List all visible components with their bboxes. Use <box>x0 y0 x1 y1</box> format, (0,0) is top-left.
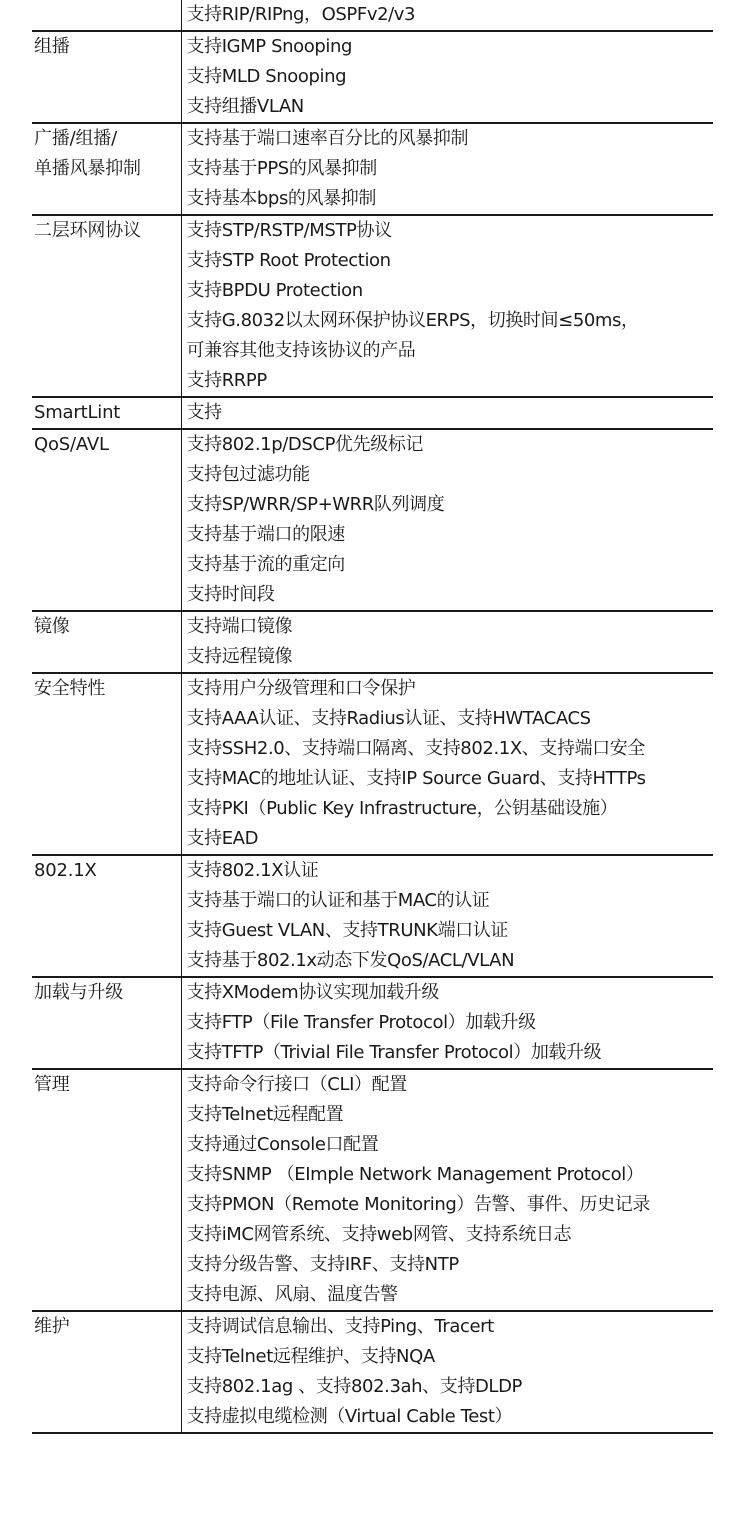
page-bottom-whitespace <box>0 1412 750 1526</box>
feature-detail-line: 支持IGMP Snooping <box>186 36 352 57</box>
feature-name-cell <box>32 123 181 215</box>
feature-detail-line: 支持Telnet远程维护、支持NQA <box>186 1346 435 1367</box>
feature-detail-line: 支持端口镜像 <box>186 616 293 637</box>
feature-detail-line: 支持MAC的地址认证、支持IP Source Guard、支持HTTPs <box>186 768 646 789</box>
feature-detail-line: 支持基于端口的认证和基于MAC的认证 <box>186 890 490 911</box>
feature-name: 维护 <box>34 1316 70 1337</box>
spec-row <box>32 0 713 31</box>
spec-row <box>32 397 713 429</box>
spec-row <box>32 1069 713 1311</box>
feature-detail-line: 支持MLD Snooping <box>186 66 347 87</box>
feature-name-cell <box>32 855 181 977</box>
feature-detail-line: 支持基于802.1x动态下发QoS/ACL/VLAN <box>186 950 515 971</box>
feature-name: SmartLint <box>34 402 121 423</box>
feature-name-cell <box>32 215 181 397</box>
feature-detail-line: 支持用户分级管理和口令保护 <box>186 678 416 699</box>
spec-row <box>32 31 713 123</box>
feature-detail-line: 支持时间段 <box>186 584 275 605</box>
feature-name: 管理 <box>34 1074 70 1095</box>
feature-detail-line: 支持电源、风扇、温度告警 <box>186 1284 398 1305</box>
feature-detail-line: 可兼容其他支持该协议的产品 <box>186 340 416 361</box>
feature-detail-line: 支持AAA认证、支持Radius认证、支持HWTACACS <box>186 708 591 729</box>
feature-detail-line: 支持 <box>186 402 222 423</box>
feature-detail-line: 支持SSH2.0、支持端口隔离、支持802.1X、支持端口安全 <box>186 738 645 759</box>
spec-table <box>32 0 713 1434</box>
feature-detail-line: 支持基于PPS的风暴抑制 <box>186 158 377 179</box>
feature-name-cell <box>32 977 181 1069</box>
feature-name: 广播/组播/ <box>34 128 117 149</box>
feature-detail-line: 支持PKI（Public Key Infrastructure，公钥基础设施） <box>186 798 618 819</box>
feature-name-cell <box>32 31 181 123</box>
feature-detail-line: 支持Telnet远程配置 <box>186 1104 344 1125</box>
feature-details-cell <box>181 977 713 1069</box>
feature-detail-line: 支持分级告警、支持IRF、支持NTP <box>186 1254 459 1275</box>
spec-row <box>32 215 713 397</box>
feature-details-cell <box>181 215 713 397</box>
feature-detail-line: 支持通过Console口配置 <box>186 1134 379 1155</box>
feature-details-cell <box>181 855 713 977</box>
feature-name-cell <box>32 429 181 611</box>
feature-name: 安全特性 <box>34 678 106 699</box>
feature-detail-line: 支持SP/WRR/SP+WRR队列调度 <box>186 494 445 515</box>
feature-detail-line: 支持虚拟电缆检测（Virtual Cable Test） <box>186 1406 513 1427</box>
feature-details-cell <box>181 0 713 31</box>
feature-detail-line: 支持802.1p/DSCP优先级标记 <box>186 434 424 455</box>
feature-detail-line: 支持STP/RSTP/MSTP协议 <box>186 220 392 241</box>
feature-details-cell <box>181 429 713 611</box>
feature-detail-line: 支持基本bps的风暴抑制 <box>186 188 376 209</box>
feature-detail-line: 支持Guest VLAN、支持TRUNK端口认证 <box>186 920 508 941</box>
feature-detail-line: 支持BPDU Protection <box>186 280 363 301</box>
feature-detail-line: 支持命令行接口（CLI）配置 <box>186 1074 407 1095</box>
feature-name: 二层环网协议 <box>34 220 141 241</box>
feature-details-cell <box>181 673 713 855</box>
feature-detail-line: 支持基于端口速率百分比的风暴抑制 <box>186 128 469 149</box>
spec-row <box>32 611 713 673</box>
feature-detail-line: 支持XModem协议实现加载升级 <box>186 982 440 1003</box>
feature-details-cell <box>181 1069 713 1311</box>
feature-detail-line: 支持TFTP（Trivial File Transfer Protocol）加载升级 <box>186 1042 602 1063</box>
feature-details-cell <box>181 611 713 673</box>
spec-row <box>32 977 713 1069</box>
feature-detail-line: 支持G.8032以太网环保护协议ERPS，切换时间≤50ms， <box>186 310 639 331</box>
feature-details-cell <box>181 123 713 215</box>
feature-detail-line: 支持RRPP <box>186 370 267 391</box>
feature-details-cell <box>181 397 713 429</box>
feature-detail-line: 支持远程镜像 <box>186 646 293 667</box>
feature-detail-line: 支持FTP（File Transfer Protocol）加载升级 <box>186 1012 536 1033</box>
feature-name: 加载与升级 <box>34 982 123 1003</box>
feature-detail-line: 支持组播VLAN <box>186 96 304 117</box>
feature-detail-line: 支持802.1X认证 <box>186 860 319 881</box>
spec-row <box>32 855 713 977</box>
feature-detail-line: 支持PMON（Remote Monitoring）告警、事件、历史记录 <box>186 1194 650 1215</box>
feature-name-cell <box>32 397 181 429</box>
feature-detail-line: 支持iMC网管系统、支持web网管、支持系统日志 <box>186 1224 572 1245</box>
feature-name: 镜像 <box>34 616 70 637</box>
feature-name-cell <box>32 0 181 31</box>
feature-name: 802.1X <box>34 860 97 881</box>
feature-name: 组播 <box>34 36 70 57</box>
feature-detail-line: 支持包过滤功能 <box>186 464 310 485</box>
feature-detail-line: 支持STP Root Protection <box>186 250 391 271</box>
feature-detail-line: 支持基于流的重定向 <box>186 554 345 575</box>
spec-table-body <box>32 0 713 1433</box>
feature-detail-line: 支持802.1ag 、支持802.3ah、支持DLDP <box>186 1376 522 1397</box>
feature-name-cell <box>32 611 181 673</box>
feature-name: 单播风暴抑制 <box>34 158 141 179</box>
feature-detail-line: 支持RIP/RIPng，OSPFv2/v3 <box>186 4 416 25</box>
spec-row <box>32 123 713 215</box>
feature-detail-line: 支持基于端口的限速 <box>186 524 345 545</box>
feature-name-cell <box>32 1069 181 1311</box>
feature-details-cell <box>181 31 713 123</box>
feature-detail-line: 支持EAD <box>186 828 259 849</box>
feature-detail-line: 支持调试信息输出、支持Ping、Tracert <box>186 1316 494 1337</box>
feature-name-cell <box>32 673 181 855</box>
feature-name: QoS/AVL <box>34 434 109 455</box>
feature-detail-line: 支持SNMP （EImple Network Management Protocol） <box>186 1164 644 1185</box>
spec-row <box>32 429 713 611</box>
spec-row <box>32 673 713 855</box>
